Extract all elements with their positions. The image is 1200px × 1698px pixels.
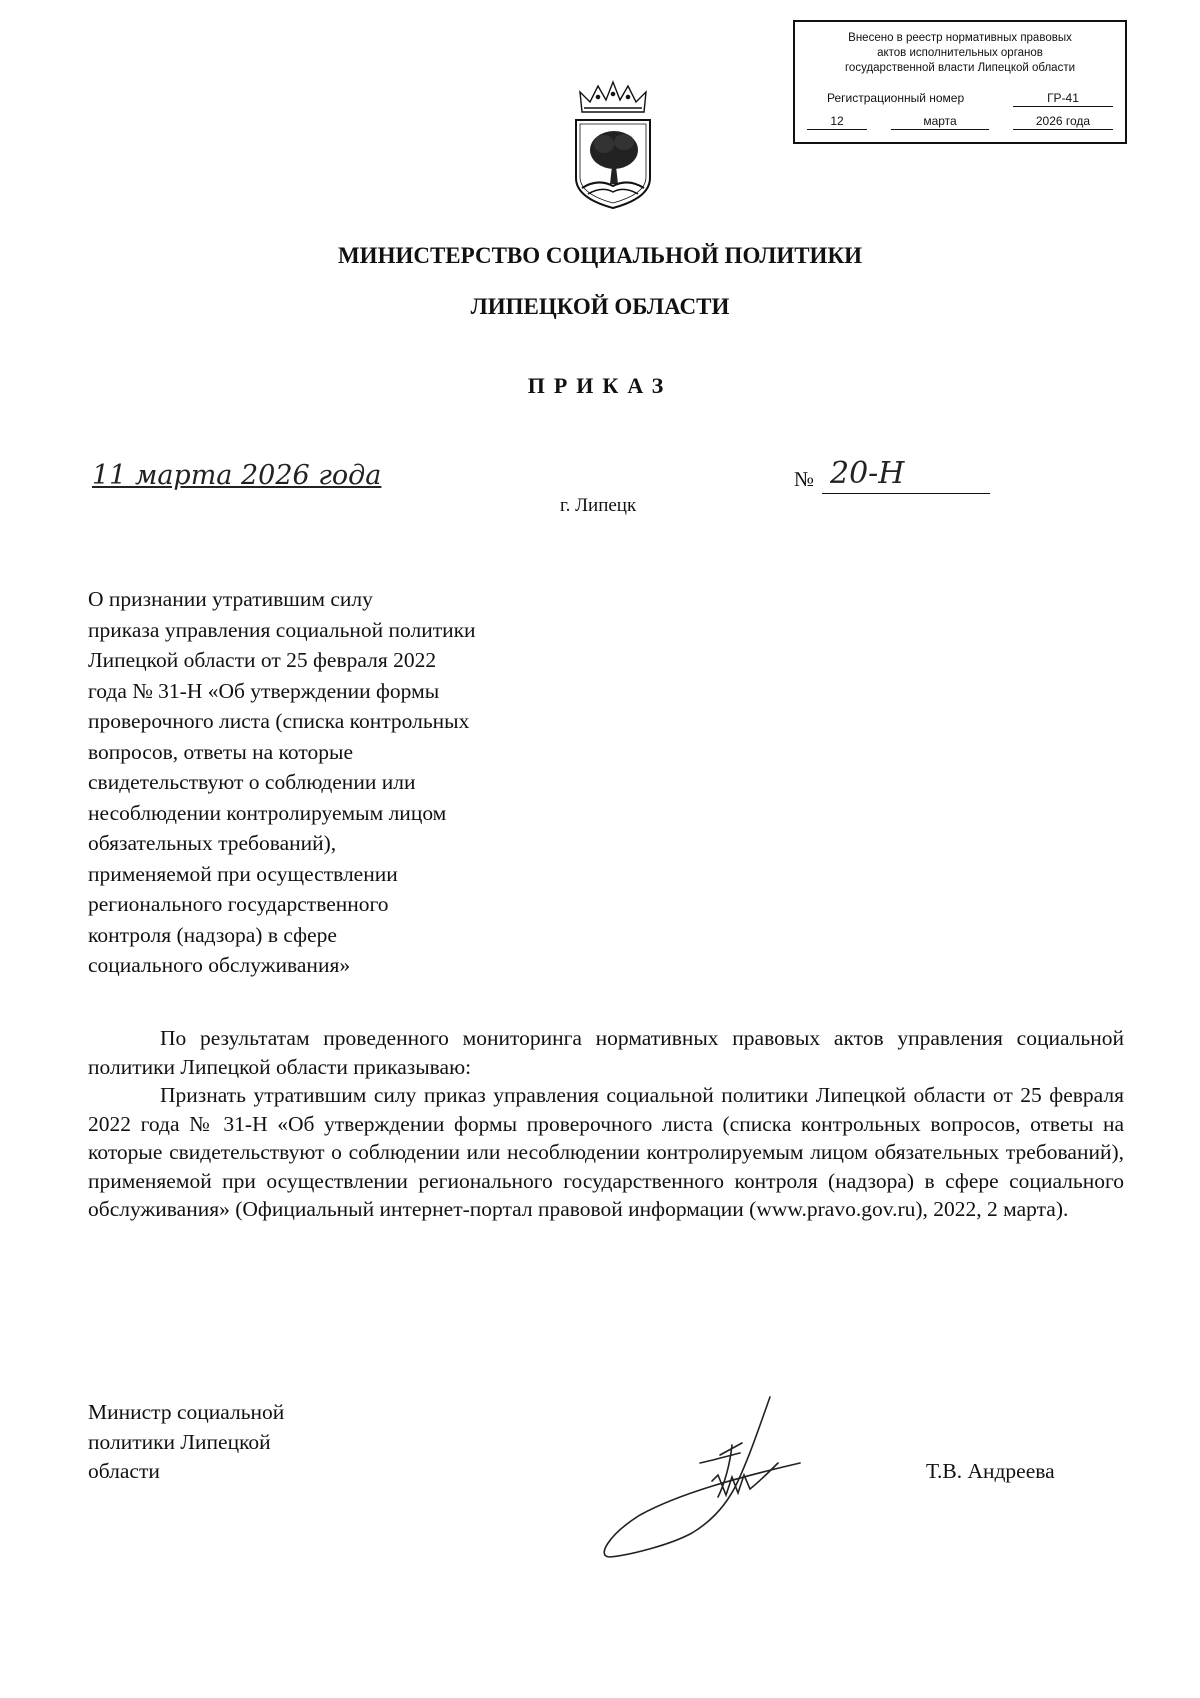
subject-line: несоблюдении контролируемым лицом bbox=[88, 800, 447, 825]
stamp-year: 2026 года bbox=[1013, 114, 1113, 130]
stamp-line-1: Внесено в реестр нормативных правовых bbox=[848, 32, 1072, 44]
order-number-line bbox=[822, 493, 990, 494]
body-paragraph-2: Признать утратившим силу приказ управления социальной политики Липецкой области от 25 февраля 2022 года № 31-Н «Об утверждении формы проверочного листа (списка контрольных вопросов, ответы на которые свидетельствуют о соблюдении или несоблюдении контролируемым лицом обязательных требований), применяемой при осуществлении регионального государственного контроля (надзора) в сфере социального обслуживания» (Официальный интернет-портал правовой информации (www.pravo.gov.ru), 2022, 2 марта). bbox=[88, 1083, 1124, 1221]
document-type: ПРИКАЗ bbox=[527, 373, 673, 398]
stamp-line-3: государственной власти Липецкой области bbox=[844, 62, 1076, 74]
handwritten-order-number: 20-Н bbox=[830, 456, 905, 491]
ministry-title-line-2: ЛИПЕЦКОЙ ОБЛАСТИ bbox=[470, 294, 730, 319]
stamp-line-2: актов исполнительных органов bbox=[877, 47, 1043, 59]
stamp-day: 12 bbox=[807, 114, 867, 130]
stamp-reg-label: Регистрационный номер bbox=[827, 91, 965, 105]
stamp-reg-number: ГР-41 bbox=[1013, 91, 1113, 107]
handwritten-date: 11 марта 2026 года bbox=[92, 460, 382, 491]
subject-line: приказа управления социальной политики bbox=[88, 617, 476, 642]
order-body bbox=[88, 1024, 1124, 1224]
order-number-label: № bbox=[794, 467, 815, 491]
subject-line: социального обслуживания» bbox=[88, 953, 351, 977]
signer-position-line: политики Липецкой bbox=[88, 1429, 271, 1454]
signer-position-line: области bbox=[88, 1459, 160, 1483]
subject-line: регионального государственного bbox=[88, 892, 389, 916]
subject-line: контроля (надзора) в сфере bbox=[88, 922, 337, 947]
handwritten-signature bbox=[600, 1385, 850, 1585]
ministry-title-line-1: МИНИСТЕРСТВО СОЦИАЛЬНОЙ ПОЛИТИКИ bbox=[337, 243, 863, 268]
signer-name: Т.В. Андреева bbox=[926, 1459, 1055, 1483]
lipetsk-coat-of-arms-icon bbox=[572, 80, 654, 210]
city: г. Липецк bbox=[560, 495, 637, 516]
subject-line: года № 31-Н «Об утверждении формы bbox=[88, 678, 440, 703]
signer-position bbox=[88, 1398, 284, 1487]
stamp-month: марта bbox=[891, 114, 989, 130]
order-subject bbox=[88, 584, 608, 981]
registry-stamp bbox=[793, 20, 1127, 144]
body-paragraph-1: По результатам проведенного мониторинга нормативных правовых актов управления социальной политики Липецкой области приказываю: bbox=[88, 1026, 1124, 1079]
subject-line: Липецкой области от 25 февраля 2022 bbox=[88, 648, 437, 672]
subject-line: свидетельствуют о соблюдении или bbox=[88, 770, 416, 794]
subject-line: О признании утратившим силу bbox=[88, 587, 373, 611]
subject-line: обязательных требований), bbox=[88, 831, 337, 855]
signer-position-line: Министр социальной bbox=[88, 1400, 285, 1424]
subject-line: вопросов, ответы на которые bbox=[88, 739, 353, 764]
subject-line: проверочного листа (списка контрольных bbox=[88, 709, 470, 733]
subject-line: применяемой при осуществлении bbox=[88, 861, 398, 886]
